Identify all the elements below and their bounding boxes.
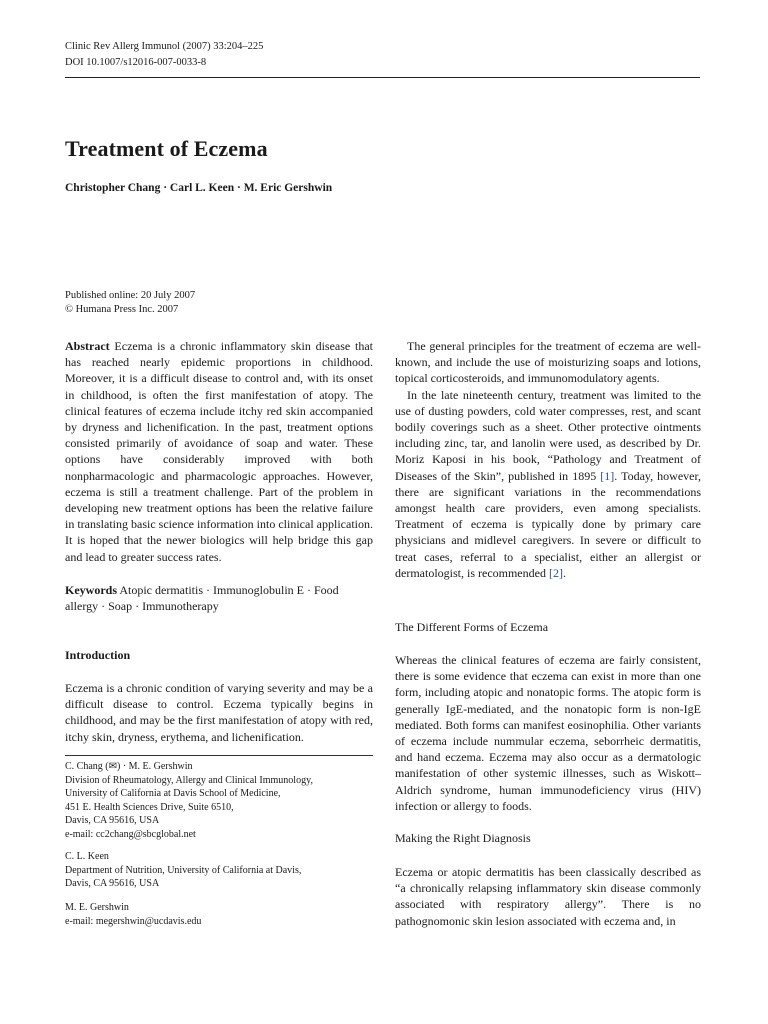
journal-line: Clinic Rev Allerg Immunol (2007) 33:204–225 (65, 41, 264, 52)
doi-line: DOI 10.1007/s12016-007-0033-8 (65, 57, 207, 68)
history-text-b: . Today, however, there are significant variations in the recommendations amongst health care providers, even among specialists. Treatment of eczema is typically done by primary care physicians and midlevel caregivers. In severe or difficult to treat cases, referral to a specialist, either an allergist or dermatologist, is recommended (395, 468, 702, 580)
abstract-text: Eczema is a chronic inflammatory skin disease that has reached nearly epidemic proportions in childhood. Moreover, it is a difficult disease to control and, with its onset in childhood, is often the first manifestation of atopy. The clinical features of eczema include itchy red skin accompanied by dryness and lichenification. In the past, treatment options consisted primarily of avoidance of soap and water. These options have considerably improved with both nonpharmacologic and pharmacologic approaches. However, eczema is still a treatment challenge. Part of the problem in developing new treatment options has been the relative failure in translating basic science information into clinical application. It is hoped that the newer biologics will help bridge this gap and lead to greater success rates. (65, 339, 373, 564)
abstract-label: Abstract (65, 339, 110, 353)
header-rule (65, 77, 700, 78)
heading-diagnosis: Making the Right Diagnosis (395, 831, 531, 845)
affiliation-1-line4: Davis, CA 95616, USA (65, 815, 160, 826)
author-list: Christopher Chang · Carl L. Keen · M. Eric Gershwin (65, 182, 333, 194)
affiliation-1-line1: Division of Rheumatology, Allergy and Clinical Immunology, (65, 774, 313, 786)
affiliation-2 (65, 850, 373, 891)
introduction-text (65, 680, 373, 745)
keywords-block (65, 582, 373, 614)
article-title: Treatment of Eczema (65, 136, 268, 161)
introduction-heading: Introduction (65, 648, 131, 662)
affiliation-3-email: e-mail: megershwin@ucdavis.edu (65, 915, 202, 927)
abstract-block (65, 338, 373, 565)
introduction-paragraph: Eczema is a chronic condition of varying severity and may be a difficult disease to control. Eczema typically begins in childhood, and may be the first manifestation of atopy with red, itchy skin, dryness, erythema, and lichenification. (65, 681, 373, 744)
affiliation-2-line2: Davis, CA 95616, USA (65, 878, 160, 889)
affiliation-1-email: e-mail: cc2chang@sbcglobal.net (65, 828, 196, 840)
right-column-intro (395, 338, 701, 581)
forms-section (395, 652, 701, 814)
publication-info (65, 289, 195, 316)
paragraph-general-principles: The general principles for the treatment of eczema are well-known, and include the use of moisturizing soaps and lotions, topical corticosteroids, and immunomodulatory agents. (395, 339, 701, 386)
affiliation-3-names: M. E. Gershwin (65, 902, 129, 913)
published-date: Published online: 20 July 2007 (65, 290, 196, 301)
footnote-rule (65, 755, 373, 756)
affiliation-2-names: C. L. Keen (65, 851, 109, 862)
citation-1[interactable]: [1] (600, 468, 615, 483)
affiliation-1-line2: University of California at Davis School of Medicine, (65, 788, 281, 799)
affiliation-3 (65, 901, 373, 928)
copyright-line: © Humana Press Inc. 2007 (65, 303, 179, 315)
keywords-label: Keywords (65, 583, 117, 597)
affiliation-1-line3: 451 E. Health Sciences Drive, Suite 6510, (65, 801, 234, 813)
paragraph-forms: Whereas the clinical features of eczema are fairly consistent, there is some evidence that eczema can exist in more than one form, including atopic and nonatopic forms. The atopic form is generally IgE-mediated, and the nonatopic form is non-IgE mediated. Both forms can manifest eosinophilia. Other variants of eczema include nummular eczema, seborrheic dermatitis, and hand eczema. Eczema may also occur as a dermatologic manifestation of other systemic illnesses, such as Wiskott–Aldrich syndrome, human immunodeficiency virus (HIV) infection or allergy to foods. (395, 653, 701, 813)
affiliation-2-line1: Department of Nutrition, University of California at Davis, (65, 864, 302, 876)
heading-different-forms: The Different Forms of Eczema (395, 620, 549, 634)
diagnosis-section (395, 864, 701, 929)
keywords-text: Atopic dermatitis · Immunoglobulin E · Food allergy · Soap · Immunotherapy (65, 583, 339, 614)
affiliation-1-names: C. Chang (✉) · M. E. Gershwin (65, 761, 193, 772)
journal-citation (65, 39, 263, 71)
history-text-a: In the late nineteenth century, treatment was limited to the use of dusting powders, cold water compresses, rest, and scant bodily coverings such as a sheet. Other protective ointments including zinc, tar, and lanolin were used, as described by Dr. Moriz Kaposi in his book, “Pathology and Treatment of Diseases of the Skin”, published in 1895 (395, 387, 701, 483)
affiliation-1 (65, 760, 373, 841)
citation-2[interactable]: [2] (548, 565, 563, 580)
paragraph-history (395, 387, 701, 581)
paragraph-diagnosis: Eczema or atopic dermatitis has been classically described as “a chronically relapsing inflammatory skin disease commonly associated with respiratory allergy”. There is no pathognomonic skin lesion associated with eczema and, in (395, 865, 701, 928)
history-text-c: . (562, 565, 566, 580)
